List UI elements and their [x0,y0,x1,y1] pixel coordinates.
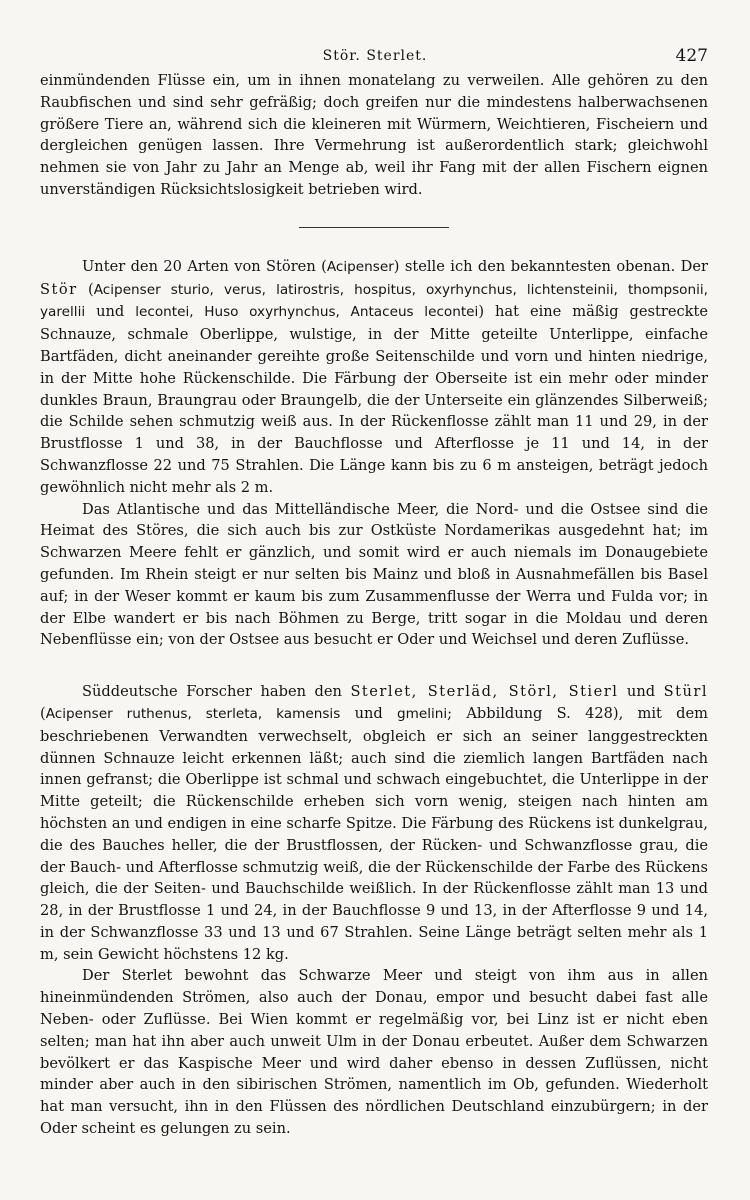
paragraph-stoer-description [40,256,708,499]
text-run: Süddeutsche Forscher haben den [82,683,351,701]
species-common-names: Sterlet, Sterläd, Störl, Stierl [350,683,619,701]
latin-synonyms: Acipenser sturio, verus, latirostris, hospitus, oxyrhynchus, lichtensteinii, thompsonii, yarellii [40,281,708,321]
text-run: Unter den 20 Arten von Stören ( [82,257,327,275]
latin-genus-name: Acipenser [326,258,394,275]
running-head [0,40,750,70]
latin-synonyms-2: gmelini [396,705,448,722]
page-body [40,70,708,1140]
text-run: und [618,683,664,701]
running-title: Stör. Sterlet. [322,48,428,64]
section-gap [40,651,708,681]
text-run: und [340,704,397,722]
latin-synonyms: Acipenser ruthenus, sterleta, kamensis [45,705,341,722]
species-common-name: Stör [40,280,78,298]
text-run: ( [77,280,94,298]
paragraph-fish-habits: einmündenden Flüsse ein, um in ihnen monatelang zu verweilen. Alle gehören zu den Raubfischen und sind sehr gefräßig; doch greifen nur die mindestens halberwachsenen größere Tiere an, während sich die kleineren mit Würmern, Weichtieren, Fischeiern und dergleichen genügen lassen. Ihre Vermehrung ist außerordentlich stark; gleichwohl nehmen sie von Jahr zu Jahr an Menge ab, weil ihr Fang mit der allen Fischern eignen unverständigen Rücksichtslosigkeit betrieben wird. [40,72,708,198]
paragraph-sterlet-distribution: Der Sterlet bewohnt das Schwarze Meer und steigt von ihm aus in allen hineinmündenden Strömen, also auch der Donau, empor und besucht dabei fast alle Neben- oder Zuflüsse. Bei Wien kommt er regelmäßig vor, bei Linz ist er nicht eben selten; man hat ihn aber auch unweit Ulm in der Donau erbeutet. Außer dem Schwarzen bevölkert er das Kaspische Meer und wird daher ebenso in dessen Zuflüssen, nicht minder aber auch in den sibirischen Strömen, namentlich im Ob, gefunden. Wiederholt hat man versucht, ihn in den Flüssen des nördlichen Deutschland einzubürgern; in der Oder scheint es gelungen zu sein. [40,967,708,1138]
section-divider [299,227,449,228]
text-run: und [85,303,136,321]
species-common-name-last: Stürl [663,683,709,701]
text-run: ) hat eine mäßig gestreckte Schnauze, schmale Oberlippe, wulstige, in der Mitte geteilte Unterlippe, einfache Bartfäden, dicht aneinander gereihte große Seitenschilde und vorn und hinten niedrige, in der Mitte hohe Rückenschilde. Die Färbung der Oberseite ist ein mehr oder minder dunkles Braun, Braungrau oder Braungelb, die der Unterseite ein glänzendes Silberweiß; die Schilde sehen schmutzig weiß aus. In der Rückenflosse zählt man 11 und 29, in der Brustflosse 1 und 38, in der Bauchflosse und Afterflosse je 11 und 14, in der Schwanzflosse 22 und 75 Strahlen. Die Länge kann bis zu 6 m ansteigen, beträgt jedoch gewöhnlich nicht mehr als 2 m. [40,303,709,496]
page-number: 427 [675,46,708,66]
paragraph-sterlet-description [40,681,708,965]
text-run: ; Abbildung S. 428), mit dem beschriebenen Verwandten verwechselt, obgleich er sich an seiner langgestreckten dünnen Schnauze leicht erkennen läßt; auch sind die ziemlich langen Bartfäden nach innen gefranst; die Oberlippe ist schmal und schwach eingebuchtet, die Unterlippe in der Mitte geteilt; die Rückenschilde erheben sich vorn wenig, steigen nach hinten am höchsten an und endigen in eine scharfe Spitze. Die Färbung des Rückens ist dunkelgrau, die des Bauches heller, die der Brustflossen, der Rücken- und Schwanzflosse grau, die der Bauch- und Afterflosse schmutzig weiß, die der Rückenschilde der Farbe des Rückens gleich, die der Seiten- und Bauchschilde weißlich. In der Rückenflosse zählt man 13 und 28, in der Brustflosse 1 und 24, in der Bauchflosse 9 und 13, in der Afterflosse 9 und 14, in der Schwanzflosse 33 und 13 und 67 Strahlen. Seine Länge beträgt selten mehr als 1 m, sein Gewicht höchstens 12 kg. [40,704,708,963]
text-run: ) stelle ich den bekanntesten obenan. Der [393,257,708,275]
paragraph-stoer-distribution: Das Atlantische und das Mittelländische Meer, die Nord- und die Ostsee sind die Heimat des Störes, die sich auch bis zur Ostküste Nordamerikas ausgedehnt hat; im Schwarzen Meere fehlt er gänzlich, und somit wird er auch niemals im Donaugebiete gefunden. Im Rhein steigt er nur selten bis Mainz und bloß in Ausnahmefällen bis Basel auf; in der Weser kommt er kaum bis zum Zusammenflusse der Werra und Fulda vor; in der Elbe wandert er bis nach Böhmen zu Berge, tritt sogar in die Moldau und deren Nebenflüsse ein; von der Ostsee aus besucht er Oder und Weichsel und deren Zuflüsse. [40,500,708,649]
latin-synonyms-2: lecontei, Huso oxyrhynchus, Antaceus lecontei [135,304,479,321]
text-run: ( [40,704,46,722]
